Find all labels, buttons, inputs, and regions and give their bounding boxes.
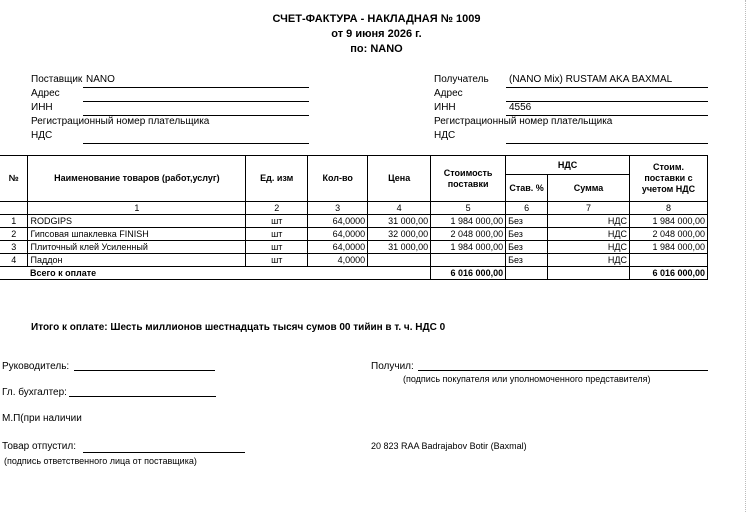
total-cost: 6 016 000,00 xyxy=(431,267,506,280)
stamp-label: М.П(при наличии xyxy=(2,413,82,424)
right-nds-line xyxy=(506,143,708,144)
receiver-value: (NANO Mix) RUSTAM AKA BAXMAL xyxy=(509,74,673,85)
row-num: 4 xyxy=(0,254,28,267)
row-qty: 64,0000 xyxy=(308,228,368,241)
row-price: 32 000,00 xyxy=(368,228,431,241)
row-cost: 1 984 000,00 xyxy=(431,215,506,228)
row-price: 31 000,00 xyxy=(368,215,431,228)
col-header-total: Стоим. поставки с учетом НДС xyxy=(629,156,707,202)
row-rate: Без xyxy=(506,241,548,254)
col-header-price: Цена xyxy=(368,156,431,202)
column-number-row xyxy=(0,202,708,215)
table-row xyxy=(0,254,708,267)
left-inn-label: ИНН xyxy=(31,102,53,113)
right-inn-label: ИНН xyxy=(434,102,456,113)
table-header-row xyxy=(0,156,708,175)
row-name: Паддон xyxy=(28,254,246,267)
row-cost: 2 048 000,00 xyxy=(431,228,506,241)
col-header-sum: Сумма xyxy=(548,175,630,202)
col-header-nds: НДС xyxy=(506,156,630,175)
released-label: Товар отпустил: xyxy=(2,441,76,452)
col-number: 5 xyxy=(431,202,506,215)
col-header-name: Наименование товаров (работ,услуг) xyxy=(28,156,246,202)
receiver-line xyxy=(506,87,708,88)
received-sign-line xyxy=(418,370,708,371)
row-num: 3 xyxy=(0,241,28,254)
receiver-label: Получатель xyxy=(434,74,489,85)
row-sum: НДС xyxy=(548,241,630,254)
accountant-label: Гл. бухгалтер: xyxy=(2,387,67,398)
row-rate: Без xyxy=(506,254,548,267)
col-header-qty: Кол-во xyxy=(308,156,368,202)
director-sign-line xyxy=(74,370,215,371)
total-row xyxy=(0,267,708,280)
col-number: 8 xyxy=(629,202,707,215)
row-qty: 4,0000 xyxy=(308,254,368,267)
row-rate: Без xyxy=(506,228,548,241)
total-with-nds: 6 016 000,00 xyxy=(629,267,707,280)
left-address-label: Адрес xyxy=(31,88,60,99)
col-number: 1 xyxy=(28,202,246,215)
right-reg-label: Регистрационный номер плательщика xyxy=(434,116,613,127)
left-nds-line xyxy=(83,143,309,144)
supplier-label: Поставщик xyxy=(31,74,83,85)
left-reg-label: Регистрационный номер плательщика xyxy=(31,116,210,127)
row-num: 2 xyxy=(0,228,28,241)
row-total: 2 048 000,00 xyxy=(629,228,707,241)
left-address-line xyxy=(83,101,309,102)
row-unit: шт xyxy=(246,241,308,254)
row-num: 1 xyxy=(0,215,28,228)
invoice-table xyxy=(0,155,708,280)
col-number: 2 xyxy=(246,202,308,215)
total-label: Всего к оплате xyxy=(28,267,431,280)
right-nds-label: НДС xyxy=(434,130,456,141)
table-row xyxy=(0,215,708,228)
col-number: 3 xyxy=(308,202,368,215)
row-sum: НДС xyxy=(548,254,630,267)
col-header-rate: Став. % xyxy=(506,175,548,202)
supplier-value: NANO xyxy=(86,74,115,85)
row-unit: шт xyxy=(246,215,308,228)
released-note: (подпись ответственного лица от поставщика) xyxy=(4,456,197,466)
row-qty: 64,0000 xyxy=(308,241,368,254)
driver-info: 20 823 RAA Badrajabov Botir (Baxmal) xyxy=(371,441,527,451)
col-header-unit: Ед. изм xyxy=(246,156,308,202)
row-rate: Без xyxy=(506,215,548,228)
director-label: Руководитель: xyxy=(2,361,70,372)
row-total xyxy=(629,254,707,267)
supplier-line xyxy=(83,87,309,88)
row-name: RODGIPS xyxy=(28,215,246,228)
row-qty: 64,0000 xyxy=(308,215,368,228)
col-header-cost: Стоимость поставки xyxy=(431,156,506,202)
col-header-num: № xyxy=(0,156,28,202)
row-name: Гипсовая шпаклевка FINISH xyxy=(28,228,246,241)
invoice-title: СЧЕТ-ФАКТУРА - НАКЛАДНАЯ № 1009 xyxy=(272,13,481,25)
row-sum: НДС xyxy=(548,228,630,241)
col-number: 4 xyxy=(368,202,431,215)
row-total: 1 984 000,00 xyxy=(629,215,707,228)
row-unit: шт xyxy=(246,254,308,267)
row-total: 1 984 000,00 xyxy=(629,241,707,254)
row-price: 31 000,00 xyxy=(368,241,431,254)
left-nds-label: НДС xyxy=(31,130,53,141)
col-number: 7 xyxy=(548,202,630,215)
table-row xyxy=(0,228,708,241)
total-in-words: Итого к оплате: Шесть миллионов шестнадцать тысяч сумов 00 тийин в т. ч. НДС 0 xyxy=(31,322,446,333)
row-unit: шт xyxy=(246,228,308,241)
invoice-date: от 9 июня 2026 г. xyxy=(331,28,422,40)
grid-line xyxy=(745,0,746,512)
invoice-to: по: NANO xyxy=(350,43,403,55)
received-label: Получил: xyxy=(371,361,414,372)
row-cost xyxy=(431,254,506,267)
right-address-label: Адрес xyxy=(434,88,463,99)
released-sign-line xyxy=(83,452,245,453)
accountant-sign-line xyxy=(69,396,216,397)
row-sum: НДС xyxy=(548,215,630,228)
col-number: 6 xyxy=(506,202,548,215)
row-price xyxy=(368,254,431,267)
received-note: (подпись покупателя или уполномоченного представителя) xyxy=(403,374,651,384)
right-inn-value: 4556 xyxy=(509,102,532,113)
right-address-line xyxy=(506,101,708,102)
row-name: Плиточный клей Усиленный xyxy=(28,241,246,254)
row-cost: 1 984 000,00 xyxy=(431,241,506,254)
table-row xyxy=(0,241,708,254)
